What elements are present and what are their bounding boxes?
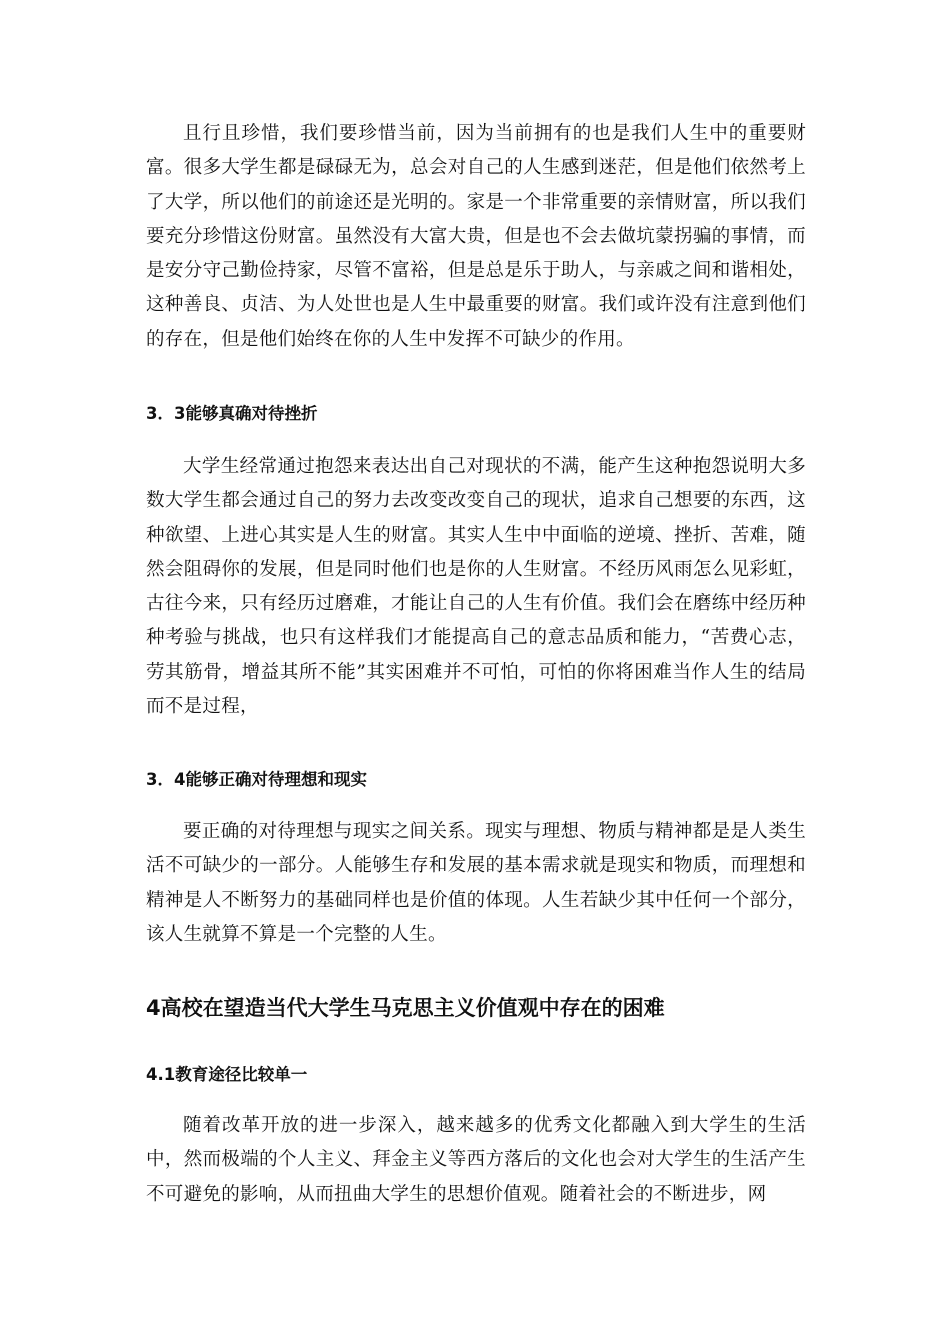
body-paragraph: 随着改革开放的进一步深入，越来越多的优秀文化都融入到大学生的生活中，然而极端的个人主义、拜金主义等西方落后的文化也会对大学生的生活产生不可避免的影响，从而扭曲大学生的思想价值观。随着社会的不断进步，网 [146, 1115, 806, 1205]
section-heading-3-3: 3．3能够真确对待挫折 [146, 404, 318, 423]
body-paragraph: 且行且珍惜，我们要珍惜当前，因为当前拥有的也是我们人生中的重要财富。很多大学生都是碌碌无为，总会对自己的人生感到迷茫，但是他们依然考上了大学，所以他们的前途还是光明的。家是一个非常重要的亲情财富，所以我们要充分珍惜这份财富。虽然没有大富大贵，但是也不会去做坑蒙拐骗的事情，而是安分守己勤俭持家，尽管不富裕，但是总是乐于助人，与亲戚之间和谐相处，这种善良、贞洁、为人处世也是人生中最重要的财富。我们或许没有注意到他们的存在，但是他们始终在你的人生中发挥不可缺少的作用。 [146, 123, 806, 350]
section-heading-4-1: 4.1教育途径比较单一 [146, 1065, 308, 1084]
body-paragraph: 大学生经常通过抱怨来表达出自己对现状的不满，能产生这种抱怨说明大多数大学生都会通过自己的努力去改变改变自己的现状，追求自己想要的东西，这种欲望、上进心其实是人生的财富。其实人生中中面临的逆境、挫折、苦难，随然会阻碍你的发展，但是同时他们也是你的人生财富。不经历风雨怎么见彩虹，古往今来，只有经历过磨难，才能让自己的人生有价值。我们会在磨练中经历种种考验与挑战，也只有这样我们才能提高自己的意志品质和能力，“苦费心志，劳其筋骨，增益其所不能”其实困难并不可怕，可怕的你将困难当作人生的结局而不是过程， [146, 456, 806, 718]
chapter-heading-4: 4高校在望造当代大学生马克思主义价值观中存在的困难 [146, 996, 665, 1020]
body-paragraph: 要正确的对待理想与现实之间关系。现实与理想、物质与精神都是是人类生活不可缺少的一部分。人能够生存和发展的基本需求就是现实和物质，而理想和精神是人不断努力的基础同样也是价值的体现。人生若缺少其中任何一个部分，该人生就算不算是一个完整的人生。 [146, 821, 806, 945]
section-heading-3-4: 3．4能够正确对待理想和现实 [146, 770, 367, 789]
